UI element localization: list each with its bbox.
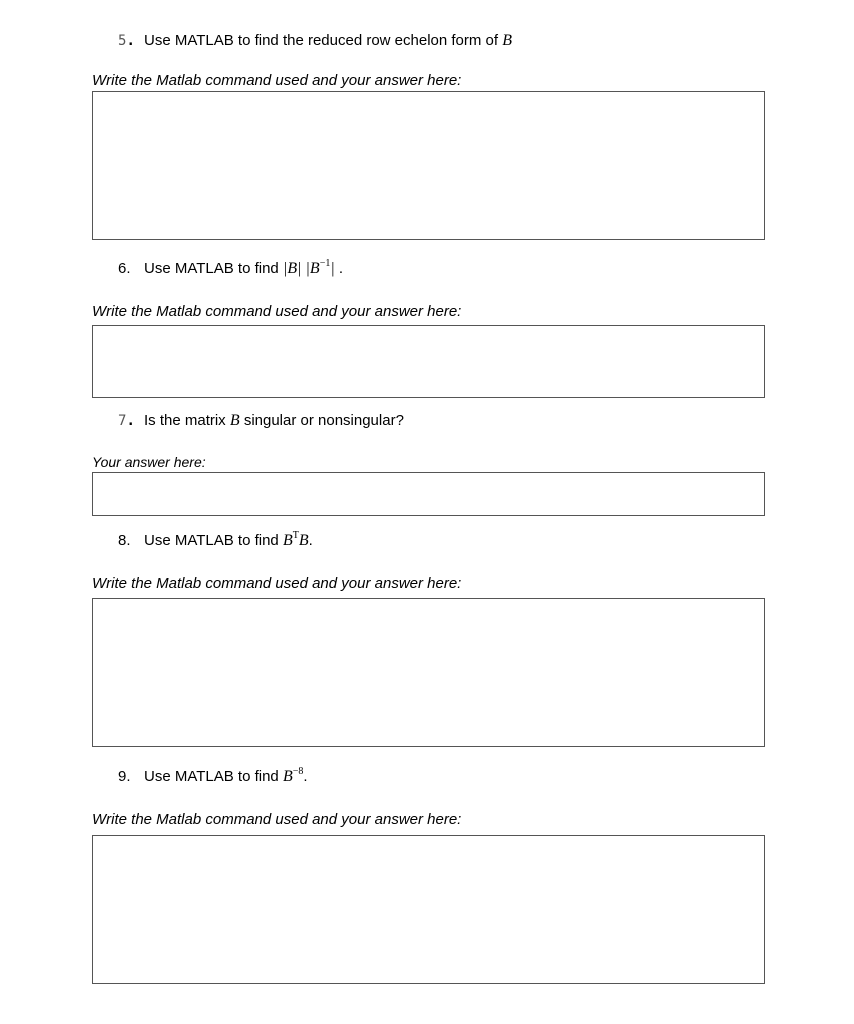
question-text: Use MATLAB to find — [144, 260, 279, 277]
question-6: 6. Use MATLAB to find |B| $|B^{-1}|$ . — [118, 258, 344, 277]
answer-box-7[interactable] — [92, 472, 765, 516]
answer-box-9[interactable] — [92, 835, 765, 984]
answer-prompt: Your answer here: — [92, 454, 206, 470]
answer-box-6[interactable] — [92, 325, 765, 398]
question-number: 5. — [118, 33, 135, 49]
math-b: B — [502, 32, 513, 49]
question-text: Use MATLAB to find — [144, 768, 279, 785]
answer-prompt: Write the Matlab command used and your answer here: — [92, 575, 462, 592]
math-expression: $B^TB$ — [282, 530, 309, 549]
answer-prompt: Write the Matlab command used and your answer here: — [92, 811, 462, 828]
question-number: 9. — [118, 768, 131, 785]
answer-prompt: Write the Matlab command used and your answer here: — [92, 72, 462, 89]
question-text: Use MATLAB to find the reduced row echelon form of — [144, 32, 499, 49]
answer-box-5[interactable] — [92, 91, 765, 240]
question-number: 8. — [118, 532, 131, 549]
question-text: Is the matrix — [144, 412, 226, 429]
question-text: Use MATLAB to find — [144, 532, 279, 549]
math-expression: |B| $|B^{-1}|$ — [282, 258, 335, 277]
question-9: 9. Use MATLAB to find $B^{-8}$. — [118, 766, 308, 785]
answer-box-8[interactable] — [92, 598, 765, 747]
math-b: B — [229, 412, 240, 429]
question-text-2: singular or nonsingular? — [243, 412, 404, 429]
question-number: 7. — [118, 413, 135, 429]
question-8: 8. Use MATLAB to find $B^TB$. — [118, 530, 313, 549]
question-7 — [118, 411, 404, 431]
answer-prompt: Write the Matlab command used and your answer here: — [92, 303, 462, 320]
question-number: 6. — [118, 260, 131, 277]
question-5 — [118, 31, 512, 51]
math-expression: $B^{-8}$ — [282, 766, 304, 785]
